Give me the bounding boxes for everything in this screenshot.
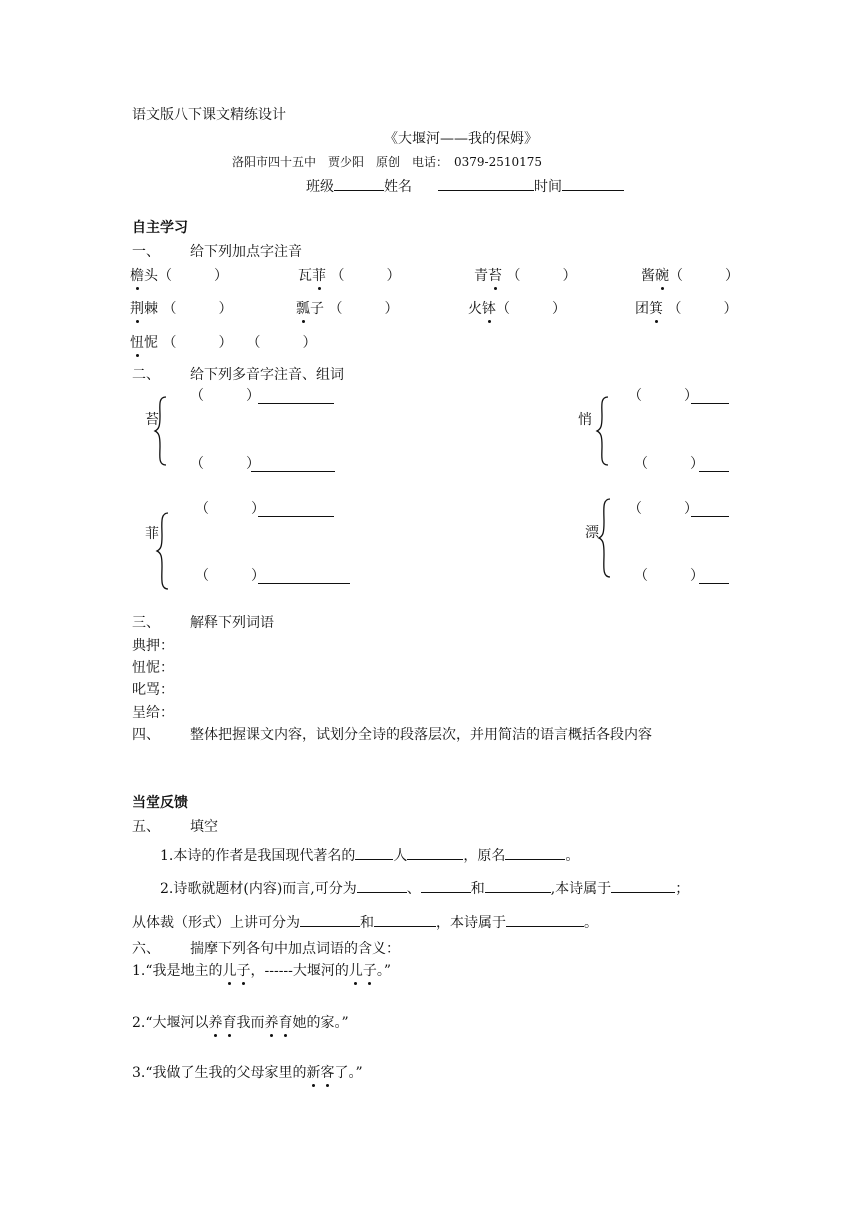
pinyin-item: 忸怩 （ ） （ ） bbox=[130, 335, 317, 351]
pinyin-item: 团箕 （ ） bbox=[635, 301, 738, 317]
polyphone-char: 悄 bbox=[578, 412, 592, 428]
pinyin-item: 酱碗（ ） bbox=[641, 268, 739, 284]
q5-instruction: 填空 bbox=[190, 819, 218, 835]
pinyin-item: 青苔 （ ） bbox=[474, 268, 577, 284]
section-title-self-study: 自主学习 bbox=[132, 220, 188, 236]
answer-blank[interactable] bbox=[258, 516, 334, 517]
answer-paren: （ ） bbox=[190, 456, 260, 472]
answer-blank[interactable] bbox=[505, 845, 565, 860]
answer-blank[interactable] bbox=[374, 912, 436, 927]
answer-blank[interactable] bbox=[258, 583, 350, 584]
fill-line-1: 1.本诗的作者是我国现代著名的 人 ，原名 。 bbox=[160, 845, 579, 865]
vocab-word: 忸怩： bbox=[132, 660, 174, 676]
class-label: 班级 bbox=[306, 179, 334, 195]
fill-line-3: 从体裁（形式）上讲可分为 和 ，本诗属于 。 bbox=[132, 912, 598, 932]
answer-blank[interactable] bbox=[611, 878, 675, 893]
q6-number: 六、 bbox=[132, 941, 160, 957]
lesson-title: 《大堰河——我的保姆》 bbox=[384, 131, 538, 147]
fill-line-2: 2.诗歌就题材(内容)而言,可分为 、 和 ,本诗属于 ； bbox=[160, 878, 689, 898]
answer-blank[interactable] bbox=[506, 912, 584, 927]
name-blank[interactable] bbox=[438, 176, 534, 191]
student-info-line bbox=[306, 176, 624, 196]
polyphone-char: 菲 bbox=[145, 526, 159, 542]
brace-icon bbox=[596, 396, 610, 466]
answer-paren: （ ） bbox=[628, 388, 698, 404]
answer-paren: （ ） bbox=[195, 568, 265, 584]
section-title-feedback: 当堂反馈 bbox=[132, 795, 188, 811]
vocab-word: 叱骂： bbox=[132, 682, 174, 698]
answer-blank[interactable] bbox=[258, 403, 334, 404]
answer-blank[interactable] bbox=[699, 471, 729, 472]
pinyin-item: 瓢子 （ ） bbox=[296, 301, 399, 317]
brace-icon bbox=[156, 512, 170, 590]
name-label: 姓名 bbox=[384, 179, 412, 195]
answer-blank[interactable] bbox=[421, 878, 471, 893]
answer-paren: （ ） bbox=[190, 388, 260, 404]
answer-blank[interactable] bbox=[357, 878, 407, 893]
q1-number: 一、 bbox=[132, 244, 160, 260]
brace-icon bbox=[154, 396, 168, 466]
vocab-word: 典押： bbox=[132, 638, 174, 654]
answer-blank[interactable] bbox=[407, 845, 463, 860]
q3-number: 三、 bbox=[132, 615, 160, 631]
polyphone-char: 苔 bbox=[145, 412, 159, 428]
answer-paren: （ ） bbox=[628, 501, 698, 517]
author-line: 洛阳市四十五中 贾少阳 原创 电话： 0379-2510175 bbox=[232, 155, 543, 169]
answer-blank[interactable] bbox=[691, 403, 729, 404]
pinyin-item: 瓦菲 （ ） bbox=[298, 268, 401, 284]
q3-instruction: 解释下列词语 bbox=[190, 615, 274, 631]
vocab-word: 呈给： bbox=[132, 705, 174, 721]
q4-instruction: 整体把握课文内容，试划分全诗的段落层次，并用简洁的语言概括各段内容 bbox=[190, 727, 652, 743]
answer-blank[interactable] bbox=[485, 878, 551, 893]
brace-icon bbox=[598, 498, 612, 578]
class-blank[interactable] bbox=[334, 176, 384, 191]
time-blank[interactable] bbox=[562, 176, 624, 191]
answer-paren: （ ） bbox=[634, 568, 704, 584]
answer-blank[interactable] bbox=[355, 845, 393, 860]
sentence-1: 1.“我是地主的儿子，------大堰河的儿子。” bbox=[132, 963, 392, 979]
q4-number: 四、 bbox=[132, 727, 160, 743]
answer-blank[interactable] bbox=[699, 583, 729, 584]
q2-number: 二、 bbox=[132, 367, 160, 383]
q5-number: 五、 bbox=[132, 819, 160, 835]
pinyin-item: 荆棘 （ ） bbox=[130, 301, 233, 317]
pinyin-item: 火钵（ ） bbox=[468, 301, 566, 317]
q1-instruction: 给下列加点字注音 bbox=[190, 244, 302, 260]
pinyin-item: 檐头（ ） bbox=[130, 268, 228, 284]
polyphone-char: 漂 bbox=[585, 525, 599, 541]
q6-instruction: 揣摩下列各句中加点词语的含义： bbox=[190, 941, 400, 957]
sentence-2: 2.“大堰河以养育我而养育她的家。” bbox=[132, 1015, 349, 1031]
answer-blank[interactable] bbox=[251, 471, 335, 472]
time-label: 时间 bbox=[534, 179, 562, 195]
answer-blank[interactable] bbox=[691, 516, 729, 517]
q2-instruction: 给下列多音字注音、组词 bbox=[190, 367, 344, 383]
answer-paren: （ ） bbox=[195, 501, 265, 517]
series-title: 语文版八下课文精练设计 bbox=[132, 107, 286, 123]
answer-blank[interactable] bbox=[300, 912, 360, 927]
sentence-3: 3.“我做了生我的父母家里的新客了。” bbox=[132, 1065, 363, 1081]
answer-paren: （ ） bbox=[634, 456, 704, 472]
